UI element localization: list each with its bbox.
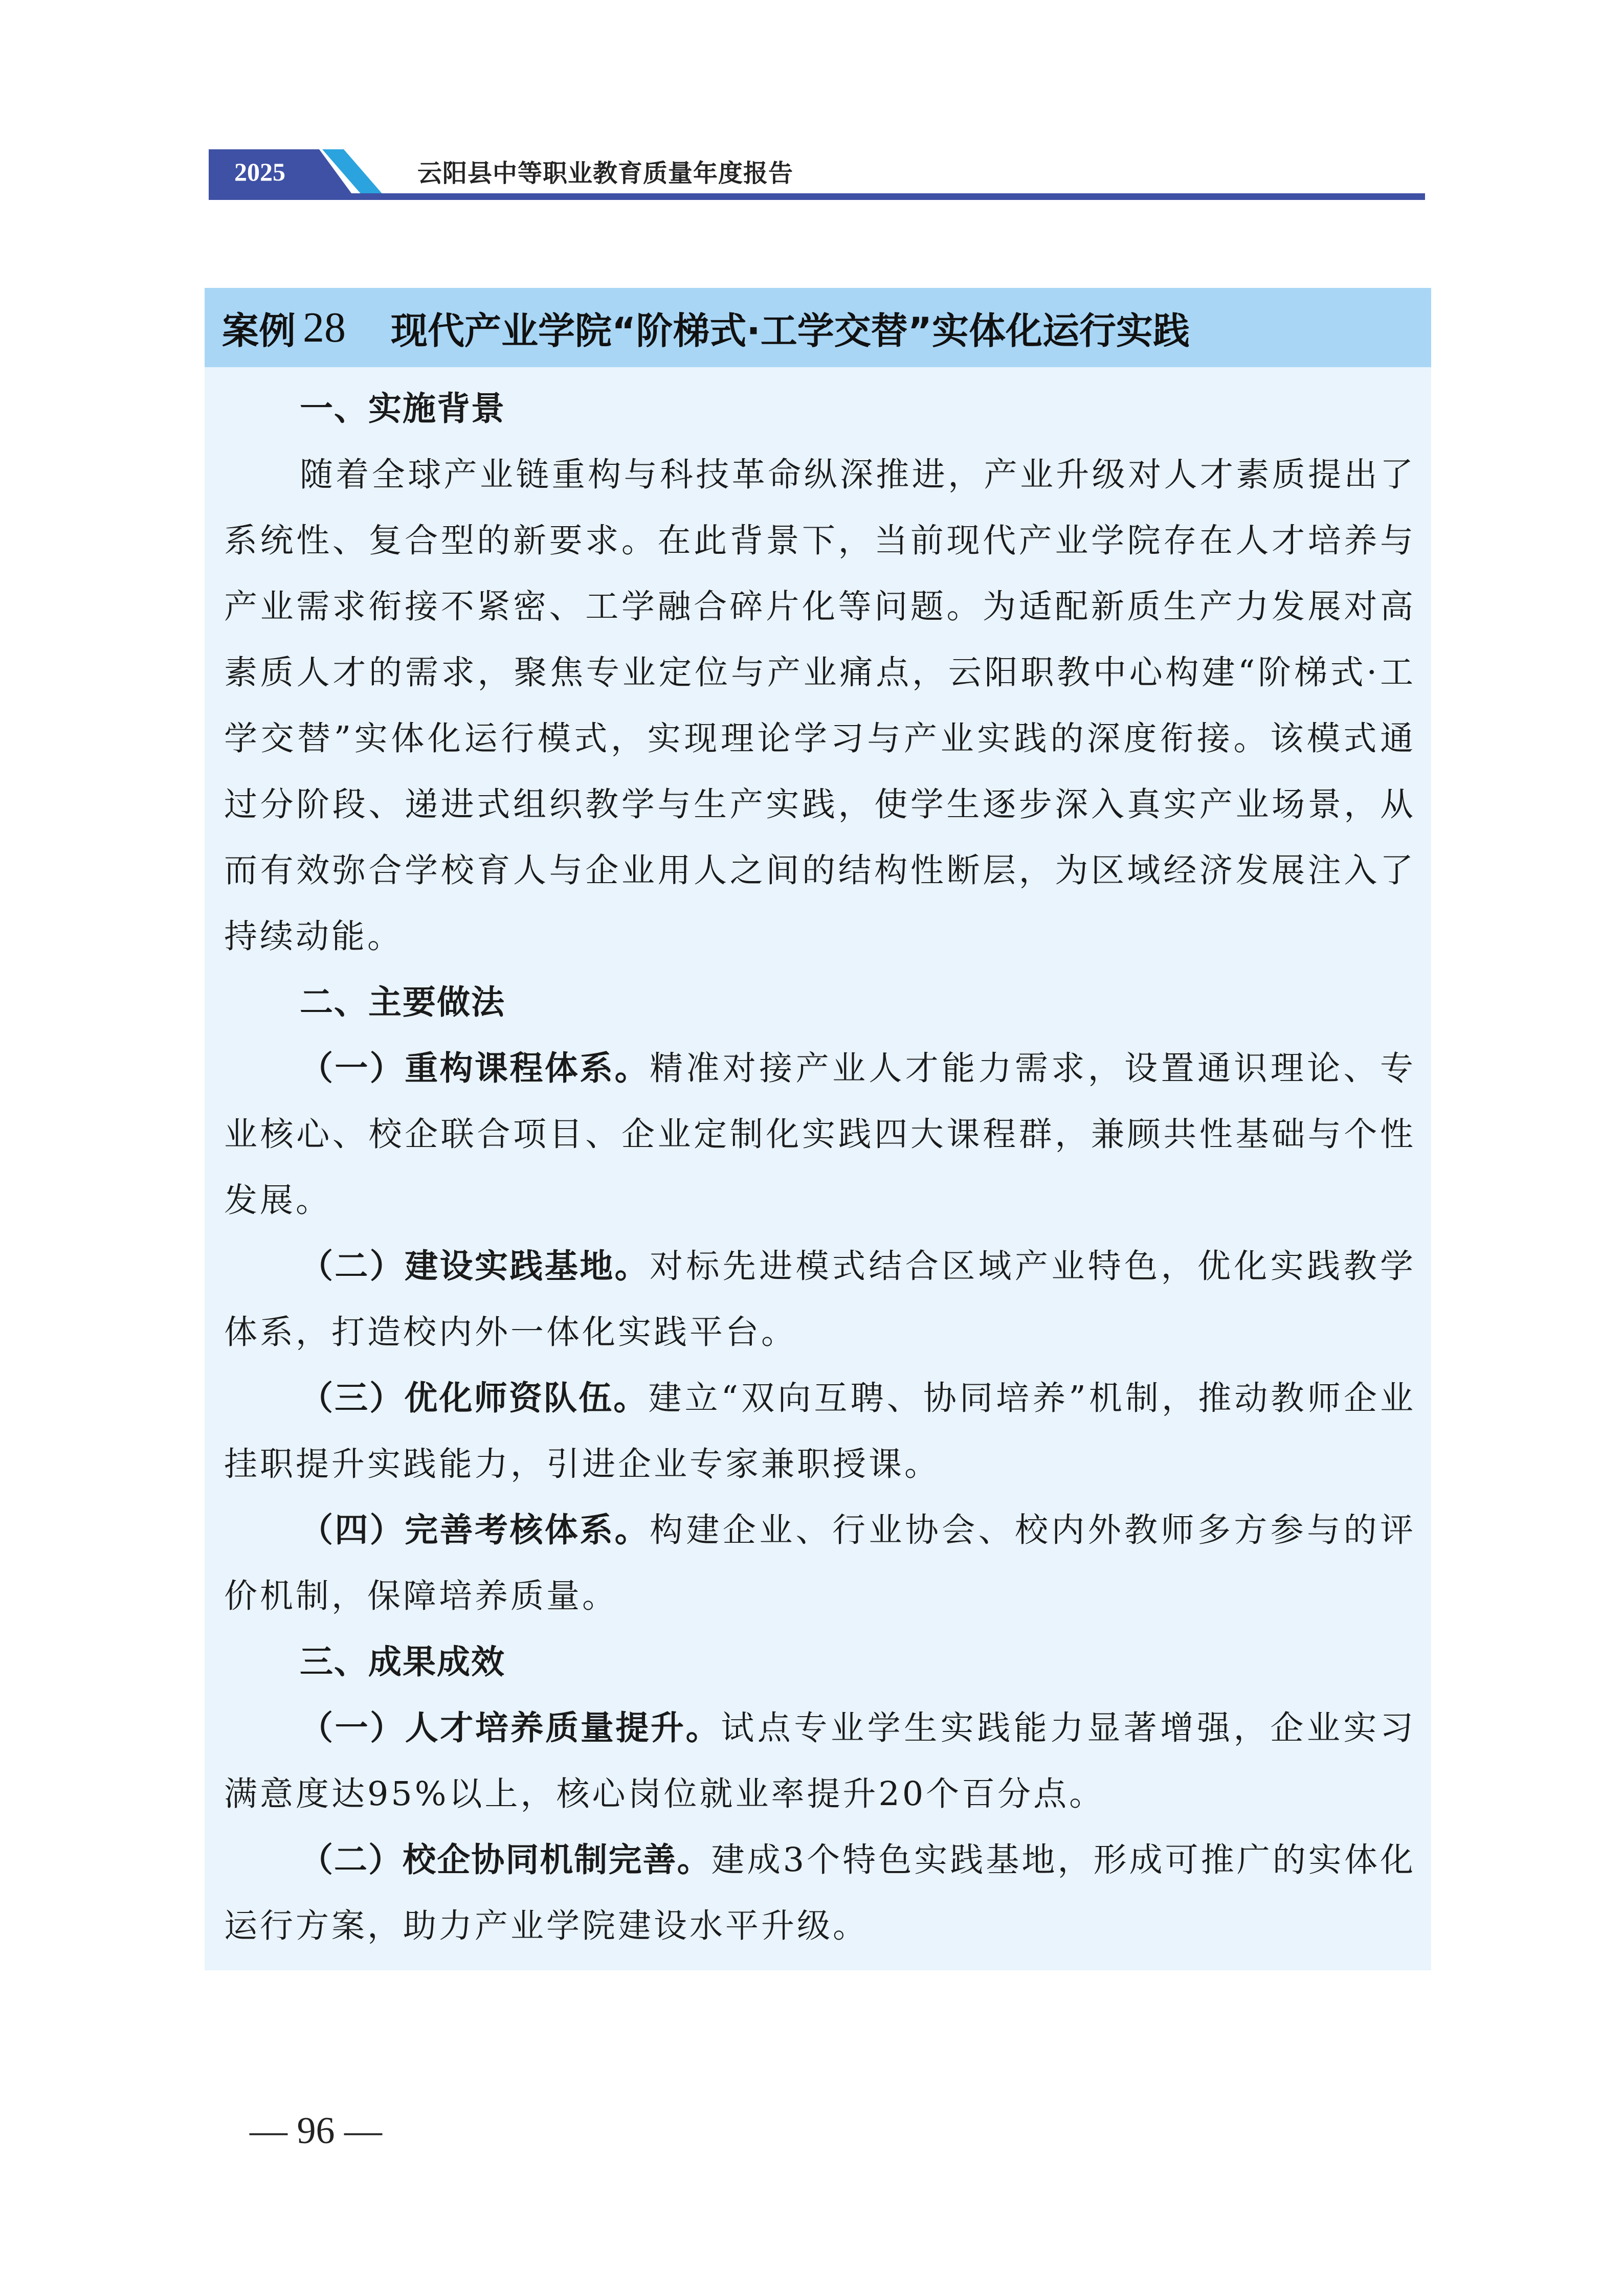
result-item-2-text: 建成3个特色实践基地，形成可推广的实体化运行方案，助力产业学院建设水平升级。 (224, 1841, 1416, 1945)
page-number: — 96 — (250, 2110, 382, 2152)
result-item-2-lead: （二）校企协同机制完善。 (300, 1841, 711, 1879)
measure-item-3 (224, 1365, 1416, 1497)
measure-item-1-lead: （一）重构课程体系。 (300, 1049, 650, 1088)
header-report-title: 云阳县中等职业教育质量年度报告 (417, 159, 794, 188)
section-heading-results: 三、成果成效 (300, 1643, 506, 1681)
section-heading-background: 一、实施背景 (300, 390, 506, 428)
measure-item-3-lead: （三）优化师资队伍。 (300, 1379, 649, 1417)
result-item-1-text: 试点专业学生实践能力显著增强，企业实习满意度达95%以上，核心岗位就业率提升20个百分点。 (224, 1709, 1416, 1813)
case-content (224, 376, 1416, 1959)
section-background-text: 随着全球产业链重构与科技革命纵深推进，产业升级对人才素质提出了系统性、复合型的新要求。在此背景下，当前现代产业学院存在人才培养与产业需求衔接不紧密、工学融合碎片化等问题。为适配新质生产力发展对高素质人才的需求，聚焦专业定位与产业痛点，云阳职教中心构建“阶梯式·工学交替”实体化运行模式，实现理论学习与产业实践的深度衔接。该模式通过分阶段、递进式组织教学与生产实践，使学生逐步深入真实产业场景，从而有效弥合学校育人与企业用人之间的结构性断层，为区域经济发展注入了持续动能。 (224, 456, 1416, 956)
case-number: 28 (303, 304, 346, 351)
measure-item-4-text: 构建企业、行业协会、校内外教师多方参与的评价机制，保障培养质量。 (224, 1511, 1416, 1615)
case-title-bar (205, 288, 1431, 367)
section-heading-measures: 二、主要做法 (300, 983, 506, 1022)
measure-item-4-lead: （四）完善考核体系。 (300, 1511, 650, 1549)
measure-item-4 (224, 1497, 1416, 1629)
measure-item-2 (224, 1233, 1416, 1365)
case-title: 现代产业学院“阶梯式·工学交替”实体化运行实践 (391, 309, 1190, 352)
measure-item-3-text: 建立“双向互聘、协同培养”机制，推动教师企业挂职提升实践能力，引进企业专家兼职授课。 (224, 1379, 1416, 1483)
measure-item-1-text: 精准对接产业人才能力需求，设置通识理论、专业核心、校企联合项目、企业定制化实践四大课程群，兼顾共性基础与个性发展。 (224, 1049, 1416, 1220)
result-item-2 (224, 1827, 1416, 1959)
header-rule (209, 193, 1425, 200)
case-label: 案例 (222, 309, 296, 352)
result-item-1 (224, 1695, 1416, 1827)
result-item-1-lead: （一）人才培养质量提升。 (300, 1709, 721, 1747)
header-year-badge: 2025 (209, 149, 311, 194)
measure-item-2-lead: （二）建设实践基地。 (300, 1247, 650, 1286)
measure-item-1 (224, 1036, 1416, 1233)
measure-item-2-text: 对标先进模式结合区域产业特色，优化实践教学体系，打造校内外一体化实践平台。 (224, 1247, 1416, 1352)
